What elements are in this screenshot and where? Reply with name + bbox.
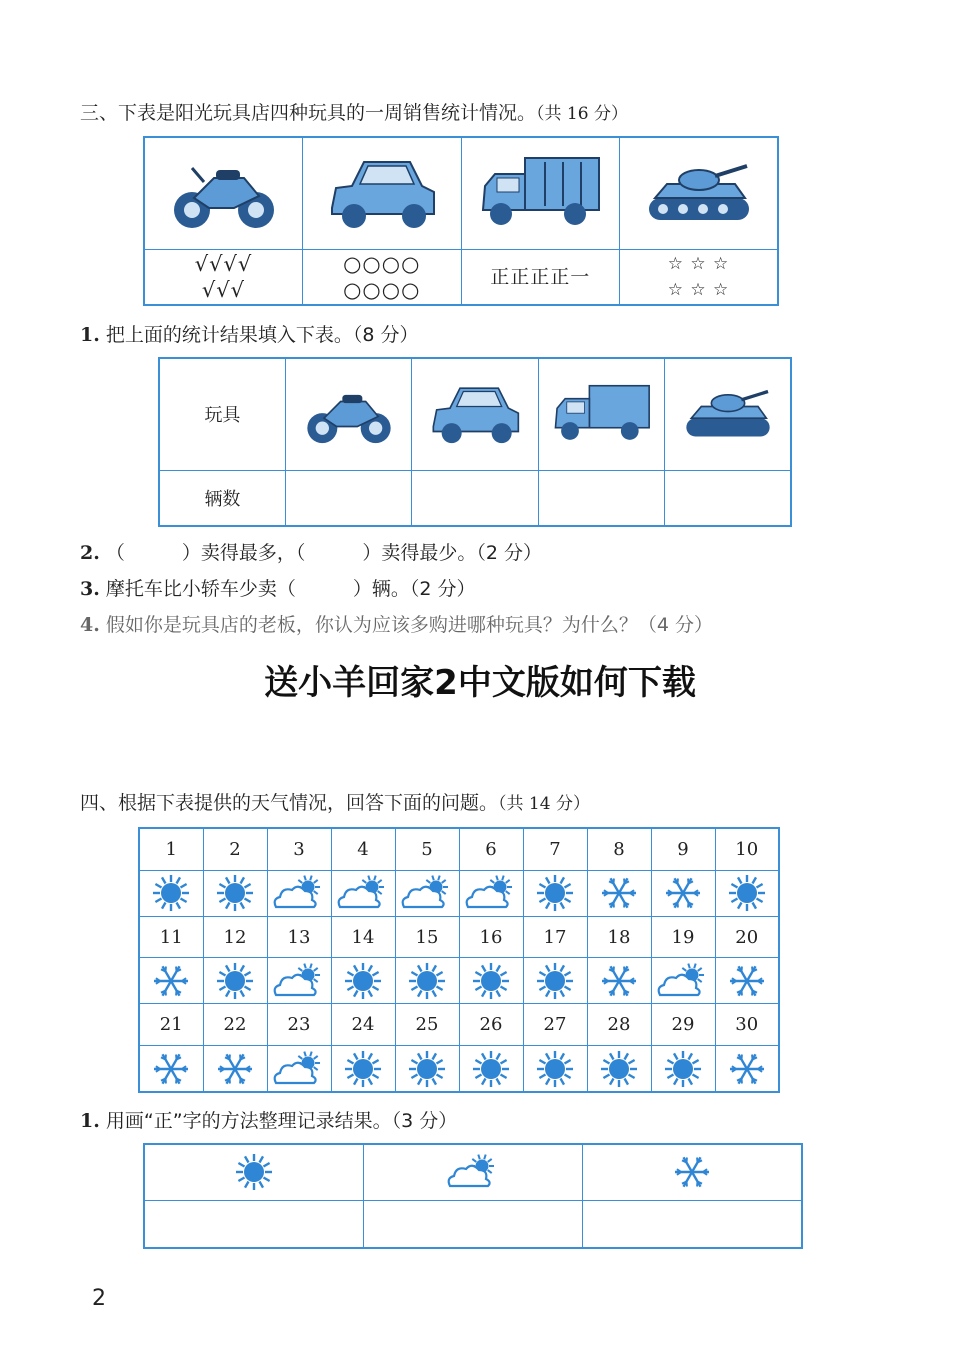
fill-toy-tank bbox=[665, 358, 791, 470]
summary-icon-cell bbox=[583, 1144, 802, 1200]
weather-cell bbox=[587, 958, 651, 1004]
weather-cell bbox=[331, 870, 395, 916]
car-icon bbox=[322, 148, 442, 238]
tally-line2: ☆ ☆ ☆ bbox=[667, 279, 730, 300]
snowflake-icon bbox=[151, 961, 191, 1001]
cloudy-icon bbox=[270, 873, 328, 913]
sun-icon bbox=[535, 1049, 575, 1089]
sun-icon bbox=[599, 1049, 639, 1089]
section3-q3 bbox=[80, 574, 476, 601]
summary-answer-cell[interactable] bbox=[363, 1200, 582, 1248]
section3-q1 bbox=[80, 320, 419, 347]
section4-title-text: 四、根据下表提供的天气情况，回答下面的问题。 bbox=[80, 792, 499, 814]
toy-tally-table bbox=[143, 136, 779, 306]
count-cell-motorcycle[interactable] bbox=[285, 470, 411, 526]
section3-q2 bbox=[80, 538, 542, 565]
section3-title bbox=[80, 98, 628, 125]
weather-cell bbox=[523, 1046, 587, 1092]
day-number: 27 bbox=[523, 1004, 587, 1046]
summary-answer-row bbox=[144, 1200, 802, 1248]
weather-cell bbox=[587, 870, 651, 916]
snowflake-icon bbox=[215, 1049, 255, 1089]
cloudy-icon bbox=[654, 961, 712, 1001]
row-label-toy: 玩具 bbox=[159, 358, 285, 470]
toy-image-motorcycle bbox=[144, 137, 303, 249]
section3-title-text: 三、下表是阳光玩具店四种玩具的一周销售统计情况。 bbox=[80, 102, 537, 124]
section4-title bbox=[80, 788, 590, 815]
sun-icon bbox=[407, 961, 447, 1001]
weather-cell bbox=[651, 870, 715, 916]
weather-cell bbox=[267, 1046, 331, 1092]
snowflake-icon bbox=[151, 1049, 191, 1089]
day-number: 30 bbox=[715, 1004, 779, 1046]
tally-car bbox=[303, 249, 462, 305]
cloudy-icon bbox=[462, 873, 520, 913]
snowflake-icon bbox=[599, 873, 639, 913]
tally-tank bbox=[620, 249, 779, 305]
weather-cell bbox=[395, 1046, 459, 1092]
weather-cell bbox=[139, 958, 203, 1004]
motorcycle-icon bbox=[164, 148, 284, 238]
sun-icon bbox=[215, 873, 255, 913]
day-number: 5 bbox=[395, 828, 459, 870]
toy-image-tank bbox=[620, 137, 779, 249]
tally-line2: √√√ bbox=[201, 277, 246, 302]
day-number: 4 bbox=[331, 828, 395, 870]
tally-line1: ○○○○ bbox=[343, 251, 421, 276]
sun-icon bbox=[471, 1049, 511, 1089]
page-number: 2 bbox=[92, 1286, 106, 1311]
weather-cell bbox=[523, 958, 587, 1004]
sun-icon bbox=[234, 1152, 274, 1192]
weather-cell bbox=[203, 1046, 267, 1092]
weather-cell bbox=[715, 1046, 779, 1092]
weather-icon-row bbox=[139, 958, 779, 1004]
tank-icon bbox=[678, 376, 778, 452]
day-number: 21 bbox=[139, 1004, 203, 1046]
weather-cell bbox=[395, 870, 459, 916]
weather-cell bbox=[395, 958, 459, 1004]
tally-line1: ☆ ☆ ☆ bbox=[667, 253, 730, 274]
section4-points: （共 14 分） bbox=[498, 794, 590, 814]
sun-icon bbox=[535, 961, 575, 1001]
q-text: 假如你是玩具店的老板，你认为应该多购进哪种玩具？为什么？（4 分） bbox=[105, 614, 714, 636]
tally-line1: √√√√ bbox=[194, 251, 253, 276]
day-number: 11 bbox=[139, 916, 203, 958]
q-text: 把上面的统计结果填入下表。（8 分） bbox=[105, 324, 419, 346]
day-number: 23 bbox=[267, 1004, 331, 1046]
weather-cell bbox=[459, 1046, 523, 1092]
snowflake-icon bbox=[672, 1152, 712, 1192]
tally-motorcycle bbox=[144, 249, 303, 305]
motorcycle-icon bbox=[299, 376, 399, 452]
day-number: 6 bbox=[459, 828, 523, 870]
weather-cell bbox=[651, 958, 715, 1004]
section4-q1 bbox=[80, 1106, 457, 1133]
summary-icon-cell bbox=[363, 1144, 582, 1200]
day-number: 12 bbox=[203, 916, 267, 958]
toy-image-truck bbox=[461, 137, 620, 249]
weather-cell bbox=[139, 870, 203, 916]
sun-icon bbox=[407, 1049, 447, 1089]
snowflake-icon bbox=[599, 961, 639, 1001]
summary-answer-cell[interactable] bbox=[583, 1200, 802, 1248]
weather-table bbox=[138, 827, 780, 1093]
row-label-count: 辆数 bbox=[159, 470, 285, 526]
sun-icon bbox=[471, 961, 511, 1001]
day-number: 14 bbox=[331, 916, 395, 958]
weather-cell bbox=[139, 1046, 203, 1092]
day-number: 3 bbox=[267, 828, 331, 870]
day-number: 7 bbox=[523, 828, 587, 870]
summary-icon-row bbox=[144, 1144, 802, 1200]
day-number: 15 bbox=[395, 916, 459, 958]
weather-cell bbox=[587, 1046, 651, 1092]
q-number: 1. bbox=[80, 324, 100, 346]
snowflake-icon bbox=[727, 961, 767, 1001]
q-number: 2. bbox=[80, 542, 100, 564]
toy-image-car bbox=[303, 137, 462, 249]
snowflake-icon bbox=[663, 873, 703, 913]
weather-cell bbox=[203, 958, 267, 1004]
day-number-row bbox=[139, 916, 779, 958]
q-text: 用画“正”字的方法整理记录结果。（3 分） bbox=[105, 1110, 458, 1132]
count-cell-tank[interactable] bbox=[665, 470, 791, 526]
count-cell-truck[interactable] bbox=[538, 470, 664, 526]
day-number: 17 bbox=[523, 916, 587, 958]
sun-icon bbox=[151, 873, 191, 913]
q-text: 摩托车比小轿车少卖（ ）辆。（2 分） bbox=[105, 578, 476, 600]
weather-cell bbox=[331, 958, 395, 1004]
tank-icon bbox=[639, 148, 759, 238]
weather-cell bbox=[267, 870, 331, 916]
day-number: 28 bbox=[587, 1004, 651, 1046]
weather-cell bbox=[715, 958, 779, 1004]
weather-cell bbox=[651, 1046, 715, 1092]
day-number: 29 bbox=[651, 1004, 715, 1046]
day-number: 22 bbox=[203, 1004, 267, 1046]
weather-cell bbox=[267, 958, 331, 1004]
day-number: 19 bbox=[651, 916, 715, 958]
cloudy-icon bbox=[398, 873, 456, 913]
day-number: 16 bbox=[459, 916, 523, 958]
summary-answer-cell[interactable] bbox=[144, 1200, 363, 1248]
day-number: 2 bbox=[203, 828, 267, 870]
section3-points: （共 16 分） bbox=[536, 104, 628, 124]
day-number: 9 bbox=[651, 828, 715, 870]
day-number: 26 bbox=[459, 1004, 523, 1046]
day-number: 13 bbox=[267, 916, 331, 958]
cloudy-icon bbox=[270, 961, 328, 1001]
day-number: 20 bbox=[715, 916, 779, 958]
overlay-title: 送小羊回家2中文版如何下载 bbox=[264, 663, 696, 703]
sun-icon bbox=[215, 961, 255, 1001]
sun-icon bbox=[535, 873, 575, 913]
summary-icon-cell bbox=[144, 1144, 363, 1200]
car-icon bbox=[425, 376, 525, 452]
weather-summary-table bbox=[143, 1143, 803, 1249]
day-number: 25 bbox=[395, 1004, 459, 1046]
q-text: （ ）卖得最多，（ ）卖得最少。（2 分） bbox=[105, 542, 543, 564]
truck-icon bbox=[475, 148, 605, 238]
toy-count-table bbox=[158, 357, 792, 527]
sun-icon bbox=[343, 1049, 383, 1089]
sun-icon bbox=[727, 873, 767, 913]
q-number: 4. bbox=[80, 614, 100, 636]
tally-line1: 正正正正一 bbox=[490, 265, 591, 288]
sun-icon bbox=[663, 1049, 703, 1089]
weather-cell bbox=[203, 870, 267, 916]
cloudy-icon bbox=[444, 1152, 502, 1192]
weather-cell bbox=[523, 870, 587, 916]
fill-toy-car bbox=[412, 358, 538, 470]
weather-cell bbox=[459, 958, 523, 1004]
weather-icon-row bbox=[139, 1046, 779, 1092]
sun-icon bbox=[343, 961, 383, 1001]
section3-q4 bbox=[80, 610, 713, 637]
cloudy-icon bbox=[334, 873, 392, 913]
weather-cell bbox=[459, 870, 523, 916]
weather-cell bbox=[715, 870, 779, 916]
snowflake-icon bbox=[727, 1049, 767, 1089]
day-number: 8 bbox=[587, 828, 651, 870]
day-number: 18 bbox=[587, 916, 651, 958]
tally-truck bbox=[461, 249, 620, 305]
tally-line2: ○○○○ bbox=[343, 277, 421, 302]
q-number: 3. bbox=[80, 578, 100, 600]
count-cell-car[interactable] bbox=[412, 470, 538, 526]
truck-icon bbox=[549, 376, 654, 452]
fill-toy-motorcycle bbox=[285, 358, 411, 470]
day-number-row bbox=[139, 828, 779, 870]
q-number: 1. bbox=[80, 1110, 100, 1132]
cloudy-icon bbox=[270, 1049, 328, 1089]
weather-icon-row bbox=[139, 870, 779, 916]
day-number: 24 bbox=[331, 1004, 395, 1046]
day-number: 10 bbox=[715, 828, 779, 870]
day-number-row bbox=[139, 1004, 779, 1046]
weather-cell bbox=[331, 1046, 395, 1092]
day-number: 1 bbox=[139, 828, 203, 870]
fill-toy-truck bbox=[538, 358, 664, 470]
